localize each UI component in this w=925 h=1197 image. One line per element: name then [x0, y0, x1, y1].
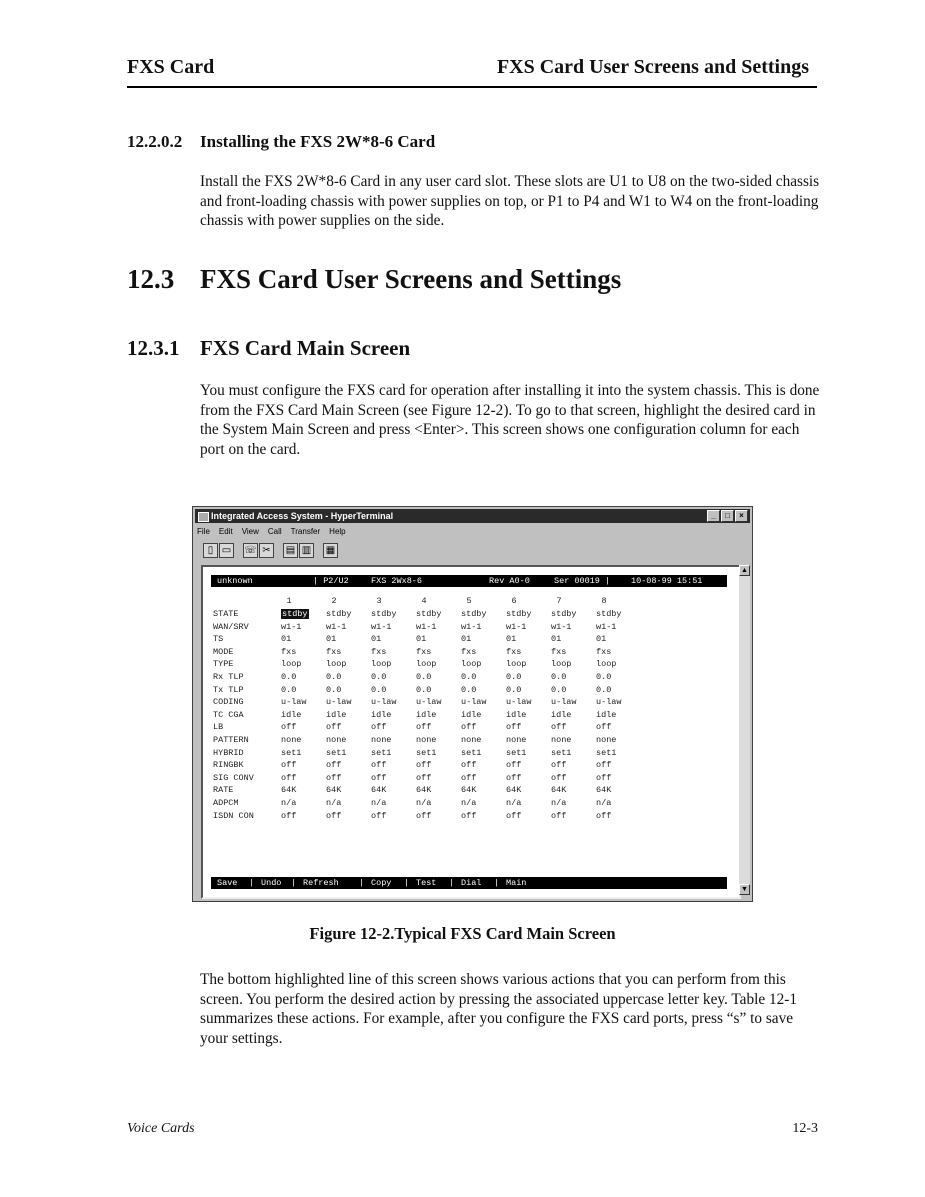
setting-value-cell[interactable]: idle: [461, 709, 482, 720]
setting-value-cell[interactable]: stdby: [371, 609, 397, 619]
setting-value-cell[interactable]: off: [596, 722, 612, 733]
setting-label: RINGBK: [213, 760, 244, 771]
setting-value-cell[interactable]: none: [506, 735, 527, 745]
setting-value-cell[interactable]: off: [551, 722, 567, 733]
setting-value-cell[interactable]: n/a: [326, 798, 342, 808]
setting-value-cell[interactable]: 01: [326, 634, 337, 645]
action-dial[interactable]: Dial: [461, 878, 482, 888]
setting-value-cell[interactable]: fxs: [281, 646, 297, 657]
setting-value-cell[interactable]: w1-1: [551, 621, 572, 632]
setting-value-cell[interactable]: none: [326, 735, 347, 745]
setting-value-cell[interactable]: n/a: [371, 798, 387, 808]
scroll-down-icon[interactable]: ▼: [739, 884, 750, 895]
setting-value-cell[interactable]: loop: [506, 659, 527, 670]
port-column-header: 7: [556, 596, 562, 606]
setting-value-cell[interactable]: off: [596, 760, 612, 771]
setting-label: STATE: [213, 609, 239, 619]
setting-value-cell[interactable]: off: [326, 772, 342, 783]
setting-value-cell[interactable]: n/a: [596, 798, 612, 808]
setting-value-cell[interactable]: 0.0: [551, 672, 567, 682]
main-screen-paragraph: You must configure the FXS card for operation after installing it into the system chassis. This is done from the FXS Card Main Screen (see Figure 12-2). To go to that screen, highlight the desired card in the System Main Screen and press <Enter>. This screen shows one configuration column for each port on the card.: [200, 382, 820, 458]
setting-value-cell[interactable]: u-law: [596, 697, 622, 708]
vertical-scrollbar[interactable]: [739, 565, 750, 895]
port-column-header: 4: [421, 596, 427, 606]
setting-value-cell[interactable]: stdby: [461, 609, 487, 619]
window-titlebar: [195, 509, 750, 523]
menu-edit[interactable]: Edit: [218, 527, 233, 536]
setting-value-cell[interactable]: u-law: [416, 697, 442, 708]
setting-value-cell[interactable]: loop: [281, 659, 302, 670]
setting-label: MODE: [213, 646, 234, 657]
properties-icon[interactable]: ▦: [323, 543, 338, 558]
setting-value-cell[interactable]: loop: [416, 659, 437, 670]
setting-value-cell[interactable]: off: [281, 810, 297, 821]
setting-value-cell[interactable]: off: [281, 760, 297, 771]
setting-value-cell[interactable]: 0.0: [506, 684, 522, 695]
setting-value-cell[interactable]: off: [551, 772, 567, 783]
setting-value-cell[interactable]: none: [461, 735, 482, 745]
setting-value-cell[interactable]: 0.0: [461, 684, 477, 695]
footer-chapter: Voice Cards: [127, 1121, 195, 1136]
setting-value-cell[interactable]: 01: [281, 634, 292, 645]
setting-value-cell[interactable]: fxs: [371, 646, 387, 657]
install-heading-title: Installing the FXS 2W*8-6 Card: [200, 132, 436, 151]
setting-value-cell[interactable]: fxs: [551, 646, 567, 657]
setting-value-cell[interactable]: 01: [371, 634, 382, 645]
port-column-header: 5: [466, 596, 472, 606]
window-title: Integrated Access System - HyperTerminal: [211, 511, 394, 521]
setting-value-cell[interactable]: u-law: [506, 697, 532, 708]
action-save[interactable]: Save: [217, 878, 238, 888]
setting-value-cell[interactable]: n/a: [416, 798, 432, 808]
status-slot: | P2/U2: [313, 576, 349, 586]
subsection-heading: [127, 336, 410, 361]
setting-value-cell[interactable]: u-law: [281, 697, 307, 708]
setting-value-cell[interactable]: none: [596, 735, 617, 745]
setting-value-cell[interactable]: set1: [281, 747, 302, 758]
setting-value-cell[interactable]: 0.0: [281, 684, 297, 695]
setting-value-cell[interactable]: u-law: [461, 697, 487, 708]
closing-paragraph: The bottom highlighted line of this screen shows various actions that you can perform from this screen. You perform the desired action by pressing the associated uppercase letter key. Table 12-1 summarizes these actions. For example, after you configure the FXS card ports, press “s” to save your settings.: [200, 971, 798, 1047]
setting-value-cell[interactable]: 64K: [326, 785, 342, 796]
setting-value-cell[interactable]: idle: [281, 709, 302, 720]
running-header: [127, 56, 817, 88]
setting-value-cell[interactable]: 64K: [506, 785, 522, 796]
setting-value-cell[interactable]: 0.0: [371, 672, 387, 682]
port-column-header: 2: [331, 596, 337, 606]
setting-value-cell[interactable]: n/a: [281, 798, 297, 808]
setting-value-cell[interactable]: set1: [506, 747, 527, 758]
setting-value-cell[interactable]: set1: [596, 747, 617, 758]
install-heading-number: 12.2.0.2: [127, 132, 183, 151]
connect-icon[interactable]: ☏: [244, 545, 257, 556]
receive-icon[interactable]: ▥: [299, 543, 314, 558]
setting-value-cell[interactable]: idle: [506, 709, 527, 720]
action-separator: |: [359, 878, 365, 888]
setting-label: TYPE: [213, 659, 234, 670]
setting-label: WAN/SRV: [213, 621, 249, 632]
setting-value-cell[interactable]: idle: [416, 709, 437, 720]
setting-value-cell[interactable]: set1: [326, 747, 347, 758]
port-column-header: 6: [511, 596, 517, 606]
setting-value-cell[interactable]: 0.0: [596, 684, 612, 695]
setting-value-cell[interactable]: fxs: [596, 646, 612, 657]
setting-value-cell[interactable]: n/a: [551, 798, 567, 808]
setting-value-cell[interactable]: idle: [371, 709, 392, 720]
setting-label: HYBRID: [213, 747, 244, 758]
action-test[interactable]: Test: [416, 878, 437, 888]
setting-value-cell[interactable]: off: [416, 810, 432, 821]
port-column-header: 8: [601, 596, 607, 606]
setting-value-cell[interactable]: 0.0: [416, 672, 432, 682]
setting-value-cell[interactable]: stdby: [326, 609, 352, 619]
setting-label: CODING: [213, 697, 244, 708]
setting-label: Rx TLP: [213, 672, 244, 682]
setting-value-cell[interactable]: off: [371, 722, 387, 733]
setting-value-cell[interactable]: 01: [596, 634, 607, 645]
menu-view[interactable]: View: [241, 527, 259, 536]
setting-value-cell[interactable]: idle: [326, 709, 347, 720]
scroll-up-icon[interactable]: ▲: [739, 565, 750, 576]
action-copy[interactable]: Copy: [371, 878, 392, 888]
setting-value-cell[interactable]: off: [551, 760, 567, 771]
terminal-screen[interactable]: [211, 575, 727, 889]
setting-value-cell[interactable]: 64K: [416, 785, 432, 796]
setting-value-cell[interactable]: off: [596, 810, 612, 821]
status-serial: Ser 00019 |: [554, 576, 611, 586]
setting-value-cell[interactable]: set1: [371, 747, 392, 758]
hyperterminal-app-icon: [198, 512, 209, 522]
setting-value-cell[interactable]: off: [371, 810, 387, 821]
setting-value-cell[interactable]: w1-1: [596, 621, 617, 632]
page-number: 12-3: [792, 1121, 818, 1136]
action-separator: |: [449, 878, 455, 888]
section-heading-title: FXS Card User Screens and Settings: [200, 264, 622, 294]
action-refresh[interactable]: Refresh: [303, 878, 339, 888]
setting-value-cell[interactable]: idle: [551, 709, 572, 720]
setting-value-cell[interactable]: off: [416, 722, 432, 733]
setting-value-cell[interactable]: 0.0: [596, 672, 612, 682]
setting-value-cell[interactable]: off: [461, 810, 477, 821]
menu-call[interactable]: Call: [267, 527, 282, 536]
setting-value-cell[interactable]: u-law: [371, 697, 397, 708]
setting-value-cell[interactable]: off: [326, 810, 342, 821]
hyperterminal-window: [192, 506, 753, 902]
setting-value-cell[interactable]: set1: [461, 747, 482, 758]
setting-value-cell[interactable]: stdby: [551, 609, 577, 619]
setting-value-cell[interactable]: off: [506, 772, 522, 783]
figure-caption: Figure 12-2.Typical FXS Card Main Screen: [309, 924, 616, 943]
setting-label: ADPCM: [213, 798, 239, 808]
setting-value-cell[interactable]: 0.0: [371, 684, 387, 695]
setting-value-cell[interactable]: none: [416, 735, 437, 745]
setting-value-cell[interactable]: w1-1: [326, 621, 347, 632]
subsection-heading-number: 12.3.1: [127, 336, 180, 360]
header-chapter-title: FXS Card: [127, 56, 215, 78]
setting-value-cell[interactable]: 64K: [281, 785, 297, 796]
setting-label: TC CGA: [213, 709, 244, 720]
disconnect-icon[interactable]: ✂: [259, 543, 274, 558]
setting-value-cell[interactable]: 01: [416, 634, 427, 645]
setting-value-cell[interactable]: loop: [551, 659, 572, 670]
setting-value-cell[interactable]: 64K: [461, 785, 477, 796]
setting-value-cell[interactable]: 01: [551, 634, 562, 645]
setting-value-cell[interactable]: 0.0: [551, 684, 567, 695]
setting-value-cell[interactable]: w1-1: [461, 621, 482, 632]
setting-label: TS: [213, 634, 224, 645]
setting-value-cell[interactable]: loop: [326, 659, 347, 670]
action-undo[interactable]: Undo: [261, 878, 282, 888]
setting-value-cell[interactable]: none: [551, 735, 572, 745]
setting-value-cell[interactable]: off: [326, 722, 342, 733]
terminal-action-bar: [211, 877, 727, 889]
install-heading: [127, 132, 435, 152]
setting-value-cell[interactable]: u-law: [326, 697, 352, 708]
setting-value-cell[interactable]: off: [506, 760, 522, 771]
status-card-name: unknown: [217, 576, 253, 586]
setting-value-cell[interactable]: loop: [461, 659, 482, 670]
status-revision: Rev A0-0: [489, 576, 530, 586]
setting-value-cell[interactable]: off: [371, 760, 387, 771]
terminal-frame: [201, 565, 741, 899]
action-separator: |: [404, 878, 410, 888]
new-connection-icon[interactable]: ▯: [203, 543, 218, 558]
setting-value-cell[interactable]: off: [506, 810, 522, 821]
port-column-header: 3: [376, 596, 382, 606]
setting-value-cell[interactable]: off: [371, 772, 387, 783]
setting-value-cell[interactable]: off: [596, 772, 612, 783]
terminal-status-bar: [211, 575, 727, 587]
setting-value-cell[interactable]: 64K: [551, 785, 567, 796]
install-paragraph: Install the FXS 2W*8-6 Card in any user card slot. These slots are U1 to U8 on the two-sided chassis and front-loading chassis with power supplies on top, or P1 to P4 and W1 to W4 on the front-loading chassis with power supplies on the side.: [200, 173, 820, 229]
maximize-button[interactable]: □: [721, 510, 734, 522]
setting-label: PATTERN: [213, 735, 249, 745]
setting-value-cell[interactable]: fxs: [326, 646, 342, 657]
setting-label: ISDN CON: [213, 810, 254, 821]
setting-value-cell[interactable]: off: [506, 722, 522, 733]
setting-value-cell[interactable]: set1: [416, 747, 437, 758]
setting-value-cell[interactable]: none: [371, 735, 392, 745]
status-card-type: FXS 2Wx8-6: [371, 576, 423, 586]
setting-value-cell[interactable]: 0.0: [326, 672, 342, 682]
setting-value-cell[interactable]: off: [416, 772, 432, 783]
setting-label: SIG CONV: [213, 772, 254, 783]
setting-value-cell[interactable]: fxs: [506, 646, 522, 657]
action-separator: |: [249, 878, 255, 888]
setting-value-cell[interactable]: n/a: [461, 798, 477, 808]
minimize-button[interactable]: _: [707, 510, 720, 522]
setting-value-cell[interactable]: fxs: [416, 646, 432, 657]
setting-value-cell[interactable]: off: [461, 772, 477, 783]
window-controls: [706, 510, 748, 524]
header-section-title: FXS Card User Screens and Settings: [496, 56, 809, 78]
setting-value-cell[interactable]: w1-1: [281, 621, 302, 632]
close-button[interactable]: ×: [735, 510, 748, 522]
open-icon[interactable]: ▭: [219, 543, 234, 558]
setting-value-cell[interactable]: loop: [596, 659, 617, 670]
section-heading: [127, 264, 621, 295]
setting-value-cell[interactable]: 01: [461, 634, 472, 645]
setting-value-cell[interactable]: stdby: [596, 609, 622, 619]
setting-value-cell[interactable]: off: [281, 722, 297, 733]
section-heading-number: 12.3: [127, 264, 175, 294]
setting-value-cell[interactable]: stdby: [282, 609, 308, 619]
setting-label: LB: [213, 722, 224, 733]
action-separator: |: [494, 878, 500, 888]
menu-bar: [197, 525, 355, 539]
setting-value-cell[interactable]: idle: [596, 709, 617, 720]
setting-value-cell[interactable]: u-law: [551, 697, 577, 708]
send-icon[interactable]: ▤: [283, 543, 298, 558]
menu-transfer[interactable]: Transfer: [290, 527, 321, 536]
setting-value-cell[interactable]: n/a: [506, 798, 522, 808]
setting-value-cell[interactable]: 0.0: [281, 672, 297, 682]
setting-value-cell[interactable]: off: [281, 772, 297, 783]
setting-value-cell[interactable]: loop: [371, 659, 392, 670]
setting-value-cell[interactable]: off: [461, 760, 477, 771]
menu-help[interactable]: Help: [329, 527, 346, 536]
status-datetime: 10-08-99 15:51: [631, 576, 703, 586]
setting-value-cell[interactable]: fxs: [461, 646, 477, 657]
setting-value-cell[interactable]: off: [461, 722, 477, 733]
setting-value-cell[interactable]: stdby: [416, 609, 442, 619]
menu-file[interactable]: File: [197, 527, 210, 536]
setting-value-cell[interactable]: w1-1: [416, 621, 437, 632]
setting-value-cell[interactable]: set1: [551, 747, 572, 758]
setting-value-cell[interactable]: off: [326, 760, 342, 771]
setting-value-cell[interactable]: w1-1: [506, 621, 527, 632]
setting-value-cell[interactable]: 64K: [596, 785, 612, 796]
setting-value-cell[interactable]: 0.0: [416, 684, 432, 695]
setting-value-cell[interactable]: 0.0: [326, 684, 342, 695]
setting-value-cell[interactable]: none: [281, 735, 302, 745]
subsection-heading-title: FXS Card Main Screen: [200, 336, 411, 360]
port-column-header: 1: [286, 596, 292, 606]
action-separator: |: [291, 878, 297, 888]
setting-value-cell[interactable]: w1-1: [371, 621, 392, 632]
setting-value-cell[interactable]: 0.0: [461, 672, 477, 682]
setting-value-cell[interactable]: off: [551, 810, 567, 821]
setting-label: RATE: [213, 785, 234, 796]
setting-value-cell[interactable]: 64K: [371, 785, 387, 796]
action-main[interactable]: Main: [506, 878, 527, 888]
setting-label: Tx TLP: [213, 684, 244, 695]
setting-value-cell[interactable]: 01: [506, 634, 517, 645]
setting-value-cell[interactable]: stdby: [506, 609, 532, 619]
setting-value-cell[interactable]: 0.0: [506, 672, 522, 682]
setting-value-cell[interactable]: off: [416, 760, 432, 771]
